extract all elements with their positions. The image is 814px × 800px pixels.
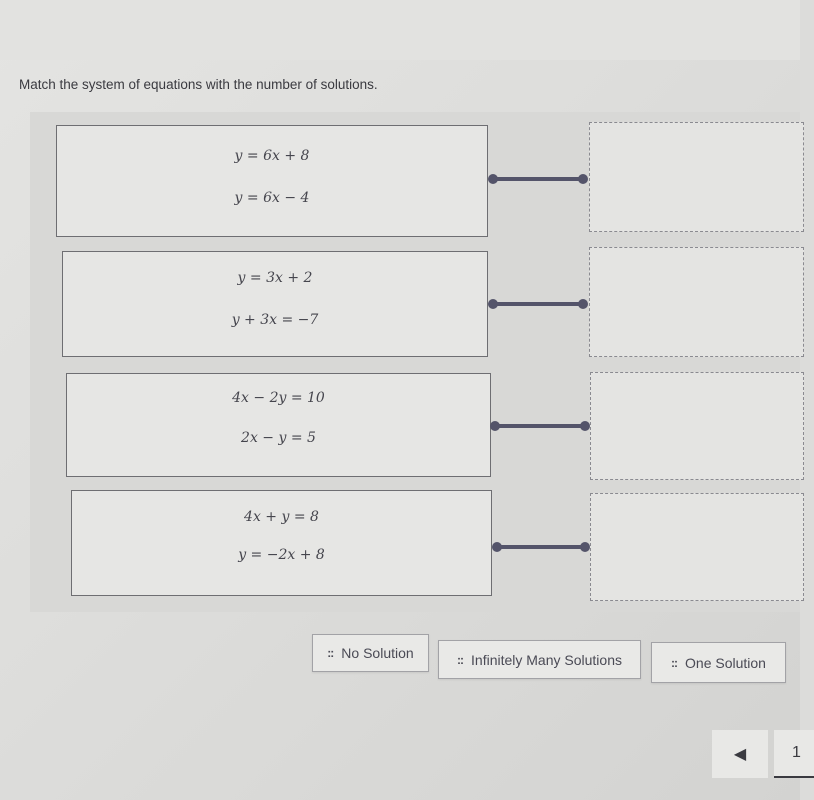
- answer-infinitely-many-solutions[interactable]: [438, 640, 641, 679]
- drop-zone-4[interactable]: [590, 493, 804, 601]
- chevron-left-icon: ◀: [733, 746, 747, 763]
- answer-one-solution-label: One Solution: [685, 654, 766, 671]
- prompt-3-equation-2: 2x − y = 5: [241, 430, 316, 446]
- prompt-1-equation-1: y = 6x + 8: [234, 148, 310, 164]
- connector-line-4[interactable]: [496, 545, 586, 549]
- top-strip: [0, 0, 800, 60]
- page-number-button[interactable]: [774, 730, 814, 778]
- answer-no-solution-label: No Solution: [341, 645, 414, 661]
- prompt-box-1: [56, 125, 488, 237]
- prompt-1-equation-2: y = 6x − 4: [234, 190, 310, 206]
- grip-icon: ::: [327, 646, 334, 660]
- connector-line-1[interactable]: [492, 177, 584, 181]
- answer-no-solution[interactable]: [312, 634, 429, 672]
- connector-line-2[interactable]: [492, 302, 584, 306]
- prompt-3-equation-1: 4x − 2y = 10: [232, 390, 325, 406]
- prompt-box-4: [71, 490, 492, 596]
- answer-one-solution[interactable]: [651, 642, 786, 683]
- prompt-box-2: [62, 251, 488, 357]
- prompt-2-equation-2: y + 3x = −7: [231, 312, 319, 328]
- prompt-4-equation-2: y = −2x + 8: [238, 547, 325, 563]
- current-page-number: 1: [792, 744, 801, 761]
- grip-icon: ::: [671, 655, 678, 670]
- prompt-4-equation-1: 4x + y = 8: [244, 509, 319, 525]
- question-instructions: Match the system of equations with the number of solutions.: [19, 77, 378, 92]
- connector-line-3[interactable]: [494, 424, 586, 428]
- grip-icon: ::: [457, 652, 464, 667]
- drop-zone-1[interactable]: [589, 122, 804, 232]
- drop-zone-2[interactable]: [589, 247, 804, 357]
- answer-infinitely-many-solutions-label: Infinitely Many Solutions: [471, 651, 622, 668]
- prompt-box-3: [66, 373, 491, 477]
- previous-page-button[interactable]: [712, 730, 768, 778]
- prompt-2-equation-1: y = 3x + 2: [237, 270, 313, 286]
- drop-zone-3[interactable]: [590, 372, 804, 480]
